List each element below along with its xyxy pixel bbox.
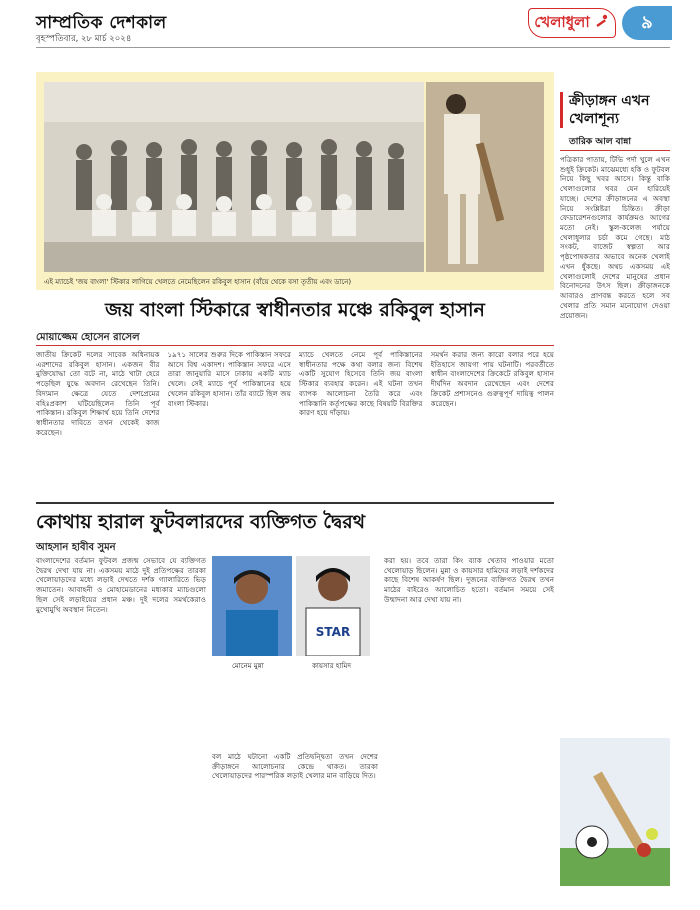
article2-byline: আহসান হাবীব সুমন: [36, 542, 116, 553]
section-divider: [36, 502, 554, 504]
feature-byline: মোয়াজ্জেম হোসেন রাসেল: [36, 332, 140, 343]
section-label-text: খেলাধুলা: [534, 12, 590, 31]
svg-text:STAR: STAR: [315, 625, 351, 639]
article2-column: বল মাঠে ঘটানো একটি প্রতিদ্বন্দ্বিতা তখন দেশের ক্রীড়াঙ্গনে আলোচনার কেন্দ্রে থাকত। তারকা খেলোয়াড়দের পারস্পরিক লড়াই খেলার মান বাড়িয়ে দিত।: [212, 752, 378, 781]
team-photo: [44, 82, 424, 272]
issue-date: বৃহস্পতিবার, ২৮ মার্চ ২০২৪: [36, 34, 132, 44]
sidebar-rule: [560, 150, 670, 151]
feature-column: জাতীয় ক্রিকেট দলের সাবেক অধিনায়ক এরশাদের রকিবুল হাসান। একজন বীর মুক্তিযোদ্ধা তো বটে না, মাঠে খাটা হেরে পড়েছিল যুদ্ধে অবদান রেখেছেন তিনি। বিদ্যমান ক্ষেত্রে যেতে দেশপ্রেমের বহিঃপ্রকাশ ঘটিয়েছিলেন তিনি পূর্ব পাকিস্তান। রকিবুল শিক্ষার্থ হয়ে তিনি দেশের স্বাধীনতার দাবিতে তখন থেকেই কাজ করেছেন।: [36, 350, 160, 437]
masthead: [0, 0, 700, 52]
cricket-icon: [594, 13, 610, 33]
article2-column: করা হয়। তবে তারা কিং ব্যাক খেতাব পাওয়ার মতো খেলোয়াড় ছিলেন। মুন্না ও কায়সার হামিদের লড়াই দর্শকদের কাছে বিশেষ আকর্ষণ ছিল। দুজনের ব্যক্তিগত দ্বৈরথ তখন মাঠের বাইরেও আলোচিত হতো। বর্তমান সময়ে সেই উন্মাদনা আর দেখা যায় না।: [384, 556, 554, 604]
feature-column: সমর্থন করার জন্য কারো বলার পরে হয়ে ইতিহাসে জায়গা পায় ঘটনাটি। পরবর্তীতে স্বাধীন বাংলাদেশের ক্রিকেটে রকিবুল হাসান দীর্ঘদিন অবদান রেখেছেন এবং দেশের ক্রিকেট প্রশাসনেও গুরুত্বপূর্ণ দায়িত্ব পালন করেছেন।: [430, 350, 554, 408]
newspaper-title: সাম্প্রতিক দেশকাল: [36, 13, 167, 33]
feature-column: ১৯৭১ সালের শুরুর দিকে পাকিস্তান সফরে আসে বিশ্ব একাদশ। পাকিস্তান সফরে এসে তারা জানুয়ারি মাসে ঢাকায় একটি ম্যাচ খেলে। সেই ম্যাচে পূর্ব পাকিস্তানের হয়ে খেলেন রকিবুল হাসান। তাঁর ব্যাটে ছিল জয় বাংলা স্টিকার।: [167, 350, 291, 408]
player-photo-kaiser: [296, 556, 370, 656]
article2-body: [36, 556, 554, 890]
rakibul-photo: [426, 82, 544, 272]
byline-rule: [36, 345, 554, 346]
feature-body: [36, 350, 554, 498]
feature-headline: জয় বাংলা স্টিকারে স্বাধীনতার মঞ্চে রকিবুল হাসান: [105, 299, 485, 321]
masthead-rule: [36, 47, 670, 48]
sidebar-author: তারিক আল বান্না: [569, 137, 632, 147]
sidebar-body: পত্রিকার পাতায়, টিভি পর্দা খুলে এখন শুধুই ক্রিকেট। মাঝেমধ্যে হকি ও ফুটবল নিয়ে কিছু খবর আসে। কিন্তু বাকি খেলাগুলোর খবর যেন হারিয়েই যাচ্ছে। দেশের ক্রীড়াঙ্গনের এ অবস্থা নিয়ে সংশ্লিষ্টরা চিন্তিত। ক্রীড়া ফেডারেশনগুলোর কার্যক্রমও আগের মতো নেই। স্কুল-কলেজ পর্যায়ে খেলাধুলার চর্চা কমে গেছে। মাঠ সংকট, বাজেট স্বল্পতা আর পৃষ্ঠপোষকতার অভাবে অনেক খেলাই এখন ধুঁকছে। অথচ একসময় এই খেলাগুলোই দেশের মানুষের প্রধান বিনোদনের উৎস ছিল। ক্রীড়াঙ্গনকে আবারও প্রাণবন্ত করতে হলে সব খেলার প্রতি সমান মনোযোগ দেওয়া প্রয়োজন।: [560, 155, 670, 320]
page-number: ৯: [622, 6, 672, 40]
section-label: [528, 8, 616, 38]
sidebar-headline: ক্রীড়াঙ্গন এখন খেলাশূন্য: [560, 92, 670, 128]
player2-caption: কায়সার হামিদ: [312, 662, 352, 670]
feature-column: ম্যাচে খেলতে নেমে পূর্ব পাকিস্তানের স্বাধীনতার পক্ষে কথা বলার জন্য বিশেষ একটি সুযোগ হিসেবে তিনি জয় বাংলা স্টিকার ব্যবহার করেন। এই ঘটনা তখন ব্যাপক আলোচনা তৈরি করে এবং পাকিস্তানি কর্তৃপক্ষের কাছে বিষয়টি বিরক্তির কারণ হয়ে দাঁড়ায়।: [299, 350, 423, 418]
article2-column: বাংলাদেশের বর্তমান ফুটবল প্রজন্ম সেভাবে যে ব্যক্তিগত দ্বৈরথ দেখা যায় না। একসময় মাঠে দুই প্রতিপক্ষের তারকা খেলোয়াড়দের মধ্যে লড়াই দেখতে দর্শক গ্যালারিতে ভিড় জমাতেন। আবাহনী ও মোহামেডানের মধ্যকার ম্যাচগুলো ছিল সেই লড়াইয়ের প্রধান মঞ্চ। দুই দলের সমর্থকেরাও মুখোমুখি অবস্থান নিতেন।: [36, 556, 206, 614]
player-photo-munna: [212, 556, 292, 656]
player1-caption: মোনেম মুন্না: [232, 662, 264, 670]
feature-photo-caption: এই ম্যাচেই 'জয় বাংলা' স্টিকার লাগিয়ে খেলতে নেমেছিলেন রকিবুল হাসান (বাঁয়ে থেকে বসা তৃতীয় এবং ডানে): [44, 278, 352, 286]
article2-headline: কোথায় হারাল ফুটবলারদের ব্যক্তিগত দ্বৈরথ: [36, 511, 366, 533]
sports-equipment-image: [560, 738, 670, 886]
